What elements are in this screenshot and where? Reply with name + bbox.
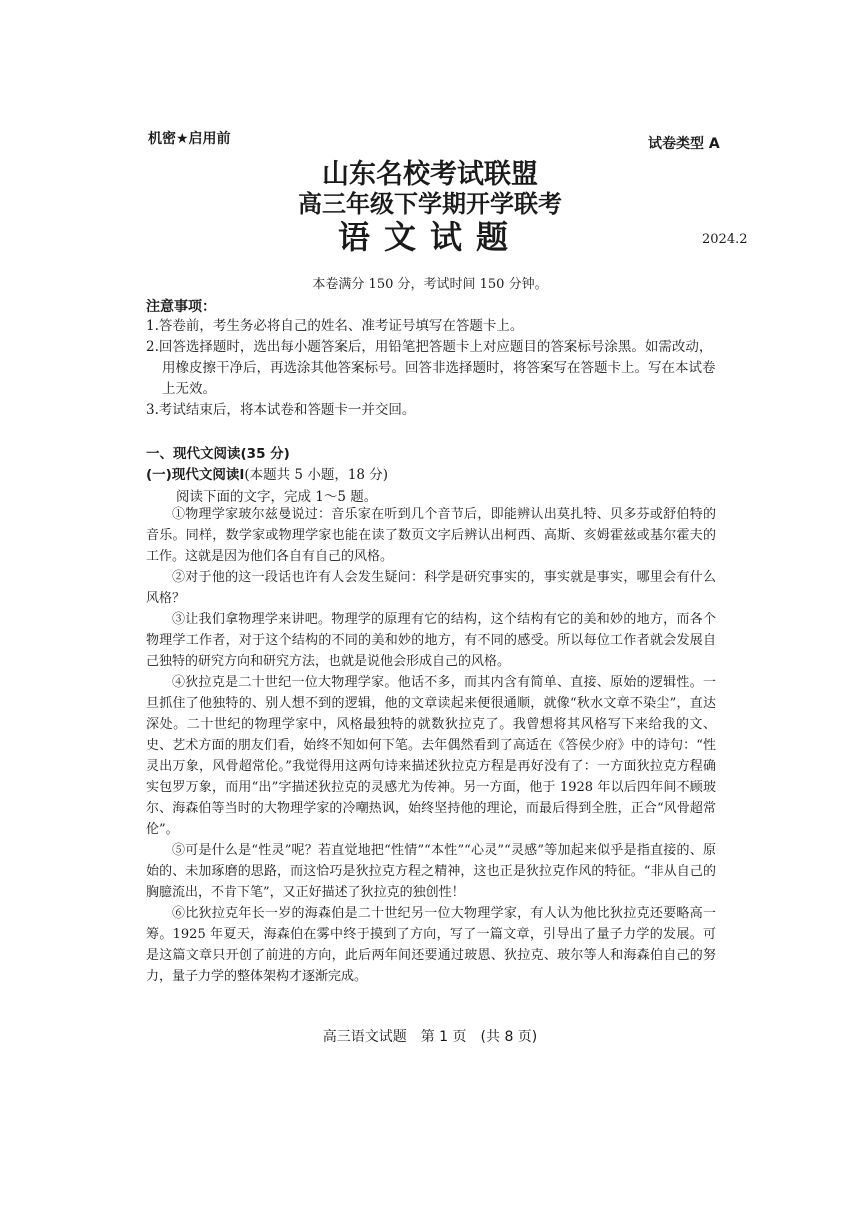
paragraph-4: ④狄拉克是二十世纪一位大物理学家。他话不多，而其内含有简单、直接、原始的逻辑性。一旦抓住了他独特的、别人想不到的逻辑，他的文章读起来便很通顺，就像“秋水文章不染尘”，直达深处。二十世纪的物理学家中，风格最独特的就数狄拉克了。我曾想将其风格写下来给我的文、史、艺术方面的朋友们看，始终不知如何下笔。去年偶然看到了高适在《答侯少府》中的诗句：“性灵出万象，风骨超常伦。”我觉得用这两句诗来描述狄拉克方程是再好没有了：一方面狄拉克方程确实包罗万象，而用“出”字描述狄拉克的灵感尤为传神。另一方面，他于 1928 年以后四年间不顾玻尔、海森伯等当时的大物理学家的冷嘲热讽，始终坚持他的理论，而最后得到全胜，正合“风骨超常伦”。 [146, 675, 716, 837]
note-item-3: 3.考试结束后，将本试卷和答题卡一并交回。 [146, 402, 416, 418]
paragraph-6: ⑥比狄拉克年长一岁的海森伯是二十世纪另一位大物理学家，有人认为他比狄拉克还要略高一筹。1925 年夏天，海森伯在雾中终于摸到了方向，写了一篇文章，引导出了量子力学的发展。可是这篇文章只开创了前进的方向，此后两年间还要通过玻恩、狄拉克、玻尔等人和海森伯自己的努力，量子力学的整体架构才逐渐完成。 [146, 906, 716, 984]
paragraph-5: ⑤可是什么是“性灵”呢？若直觉地把“性情”“本性”“心灵”“灵感”等加起来似乎是指直接的、原始的、未加琢磨的思路，而这恰巧是狄拉克方程之精神，这也正是狄拉克作风的特征。“非从自己的胸臆流出，不肯下笔”，又正好描述了狄拉克的独创性！ [146, 843, 716, 900]
note-item-2: 2.回答选择题时，选出每小题答案后，用铅笔把答题卡上对应题目的答案标号涂黑。如需改动，用橡皮擦干净后，再选涂其他答案标号。回答非选择题时，将答案写在答题卡上。写在本试卷上无效。 [146, 339, 716, 397]
subsection-title [146, 463, 388, 483]
exam-date: 2024.2 [702, 232, 748, 247]
subsection-note: (本题共 5 小题，18 分) [244, 467, 389, 483]
note-item-1: 1.答卷前，考生务必将自己的姓名、准考证号填写在答题卡上。 [146, 318, 524, 334]
subject-title: 语文试题 [337, 218, 522, 256]
exam-title: 高三年级下学期开学联考 [298, 189, 562, 218]
page-footer: 高三语文试题 第 1 页 (共 8 页) [322, 1029, 538, 1045]
organization-title: 山东名校考试联盟 [322, 159, 538, 190]
notes-title: 注意事项： [146, 299, 216, 315]
reading-passage [146, 504, 716, 987]
paragraph-3: ③让我们拿物理学来讲吧。物理学的原理有它的结构，这个结构有它的美和妙的地方，而各个物理学工作者，对于这个结构的不同的美和妙的地方，有不同的感受。所以每位工作者就会发展自己独特的研究方向和研究方法，也就是说他会形成自己的风格。 [146, 612, 716, 669]
paper-type-label: 试卷类型 A [648, 136, 720, 152]
reading-instruction: 阅读下面的文字，完成 1～5 题。 [176, 489, 378, 505]
section-title: 一、现代文阅读(35 分) [146, 446, 290, 462]
paragraph-2: ②对于他的这一段话也许有人会发生疑问：科学是研究事实的，事实就是事实，哪里会有什么风格？ [146, 570, 716, 606]
confidential-label: 机密★启用前 [148, 131, 231, 147]
score-time-info: 本卷满分 150 分，考试时间 150 分钟。 [312, 277, 548, 292]
subsection-name: (一)现代文阅读Ⅰ [146, 467, 245, 483]
paragraph-1: ①物理学家玻尔兹曼说过：音乐家在听到几个音节后，即能辨认出莫扎特、贝多芬或舒伯特的音乐。同样，数学家或物理学家也能在读了数页文字后辨认出柯西、高斯、亥姆霍兹或基尔霍夫的工作。这就是因为他们各自有自己的风格。 [146, 507, 716, 564]
